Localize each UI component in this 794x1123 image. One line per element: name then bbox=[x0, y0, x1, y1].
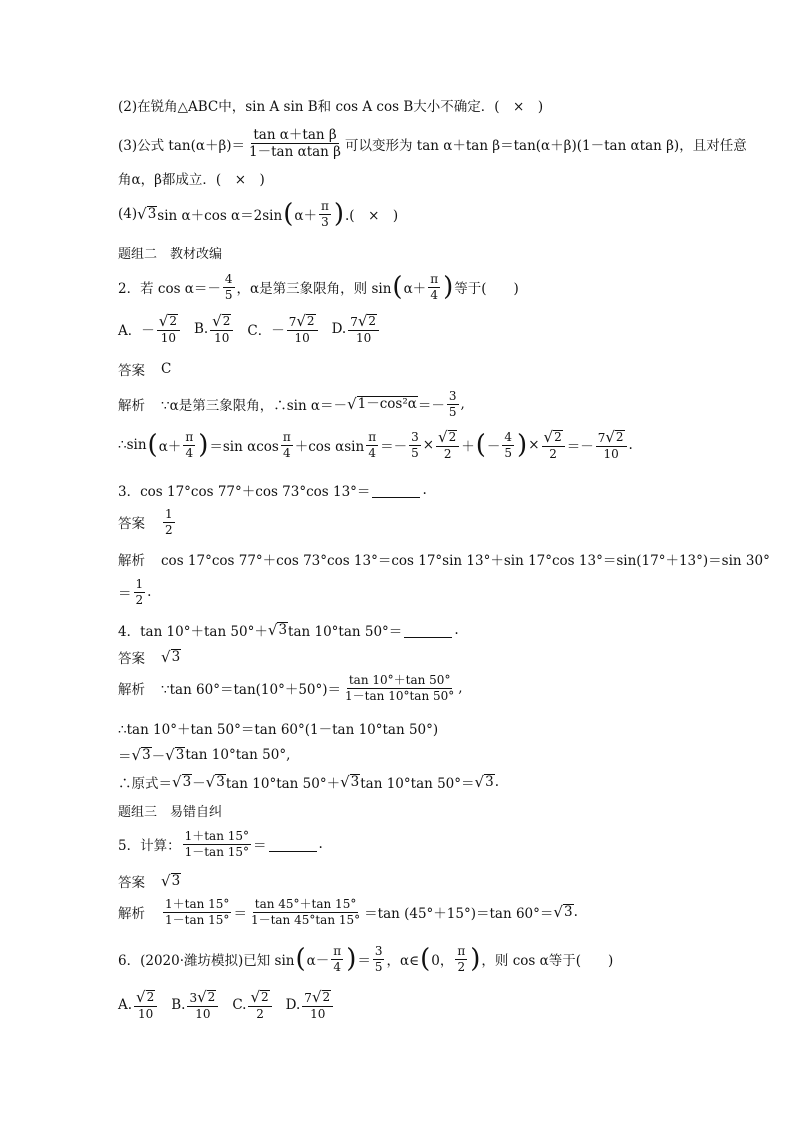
q2-item: (2)在锐角△ABC中，sin A sin B和 cos A cos B大小不确定．( × ) bbox=[118, 99, 544, 115]
problem-5-question: 5．计算： $\frac{1+\tan 15^\circ}{1-\tan 15^\circ}$ ＝ . bbox=[118, 829, 323, 859]
section-heading-group2: 题组二 教材改编 bbox=[118, 247, 223, 262]
problem-2-analysis-line2: ∴sin ( α＋ $\frac{\pi}{4}$ ) ＝sin αcos $\frac{\pi}{4}$ ＋cos αsin $\frac{\pi}{4}$ ＝－ $\frac{3}{5}$ × √ 2 2 ＋ ( － $\frac{4}{5}$ ) × √ 2 2 ＝－ 7 √ 2 10 . bbox=[118, 428, 633, 461]
q3-item-line2: 角α，β都成立．( × ) bbox=[118, 172, 265, 188]
problem-6-options: A. √ 2 10 B. 3 √ 2 10 C. √ 2 2 D. 7 √ 2 10 bbox=[118, 990, 684, 1021]
problem-2-analysis-line1: 解析 ∵α是第三象限角，∴sin α＝－ √ 1－cos²α ＝－ $\frac{3}{5}$ , bbox=[118, 389, 465, 419]
q3-item: (3)公式 tan(α＋β)＝ $\frac{\text{tan α＋tan β}}{\text{1－tan αtan β}}$ 可以变形为 tan α＋tan β＝tan(α＋β)(1－tan αtan β)，且对任意 bbox=[118, 127, 747, 161]
problem-2-answer: 答案 C bbox=[118, 361, 172, 379]
option-c: C．－ bbox=[247, 323, 285, 340]
problem-4-question: 4．tan 10°＋tan 50°＋ √ 3 tan 10°tan 50°＝ . bbox=[118, 621, 459, 640]
option-b: B. bbox=[193, 321, 209, 338]
option-b: B. bbox=[171, 997, 186, 1014]
option-d: D. bbox=[285, 997, 301, 1014]
option-c: C. bbox=[232, 997, 247, 1014]
q3-fraction: $\frac{\text{tan α＋tan β}}{\text{1－tan αtan β}}$ bbox=[249, 127, 341, 161]
option-d: D. bbox=[331, 321, 347, 338]
problem-3-analysis: 解析 cos 17°cos 77°＋cos 73°cos 13°＝cos 17°sin 13°＋sin 17°cos 13°＝sin(17°＋13°)＝sin 30° bbox=[118, 553, 770, 569]
problem-5-answer: 答案 √ 3 bbox=[118, 872, 181, 891]
option-a: A．－ bbox=[118, 323, 155, 340]
problem-5-analysis: 解析 $\frac{1+\tan 15^\circ}{1-\tan 15^\circ}$ ＝ $\frac{\tan 45^\circ+\tan 15^\circ}{1-\tan 45^\circ\tan 15^\circ}$ ＝tan (45°＋15°)＝tan 60°＝ √ 3 . bbox=[118, 897, 578, 927]
problem-3-answer: 答案 $\frac{1}{2}$ bbox=[118, 507, 173, 537]
problem-3-question: 3．cos 17°cos 77°＋cos 73°cos 13°＝ . bbox=[118, 482, 427, 500]
problem-4-analysis-line4: ∴原式＝ √ 3 － √ 3 tan 10°tan 50°＋ √ 3 tan 10°tan 50°＝ √ 3 . bbox=[118, 773, 499, 792]
problem-2-question: 2．若 cos α＝－ $\frac{4}{5}$ ，α是第三象限角，则 sin ( α＋ $\frac{\pi}{4}$ ) 等于( ) bbox=[118, 272, 519, 303]
option-a: A. bbox=[118, 997, 133, 1014]
problem-4-analysis-line2: ∴tan 10°＋tan 50°＝tan 60°(1－tan 10°tan 50°) bbox=[118, 722, 439, 738]
problem-4-analysis-line1: 解析 ∵tan 60°＝tan(10°＋50°)＝ $\frac{\tan 10^\circ+\tan 50^\circ}{1-\tan 10^\circ\tan 50^\circ}$ , bbox=[118, 673, 463, 703]
problem-6-question: 6．(2020·潍坊模拟)已知 sin ( α－ $\frac{\pi}{4}$ ) ＝ $\frac{3}{5}$ ，α∈ ( 0， $\frac{\pi}{2}$ ) ，则 cos α等于( ) bbox=[118, 944, 614, 975]
problem-3-analysis-line2: ＝ $\frac{1}{2}$ . bbox=[118, 577, 152, 607]
q4-item: (4) √ 3 sin α＋cos α＝2sin ( α＋ $\frac{\pi}{3}$ ) .( × ) bbox=[118, 199, 399, 230]
problem-4-answer: 答案 √ 3 bbox=[118, 648, 181, 667]
problem-2-options: A．－ √ 2 10 B. √ 2 10 C．－ 7 √ 2 10 D. 7 √ 2 10 bbox=[118, 314, 684, 345]
problem-4-analysis-line3: ＝ √ 3 － √ 3 tan 10°tan 50°, bbox=[118, 746, 291, 765]
section-heading-group3: 题组三 易错自纠 bbox=[118, 805, 223, 820]
sqrt: √ 3 bbox=[137, 205, 157, 224]
